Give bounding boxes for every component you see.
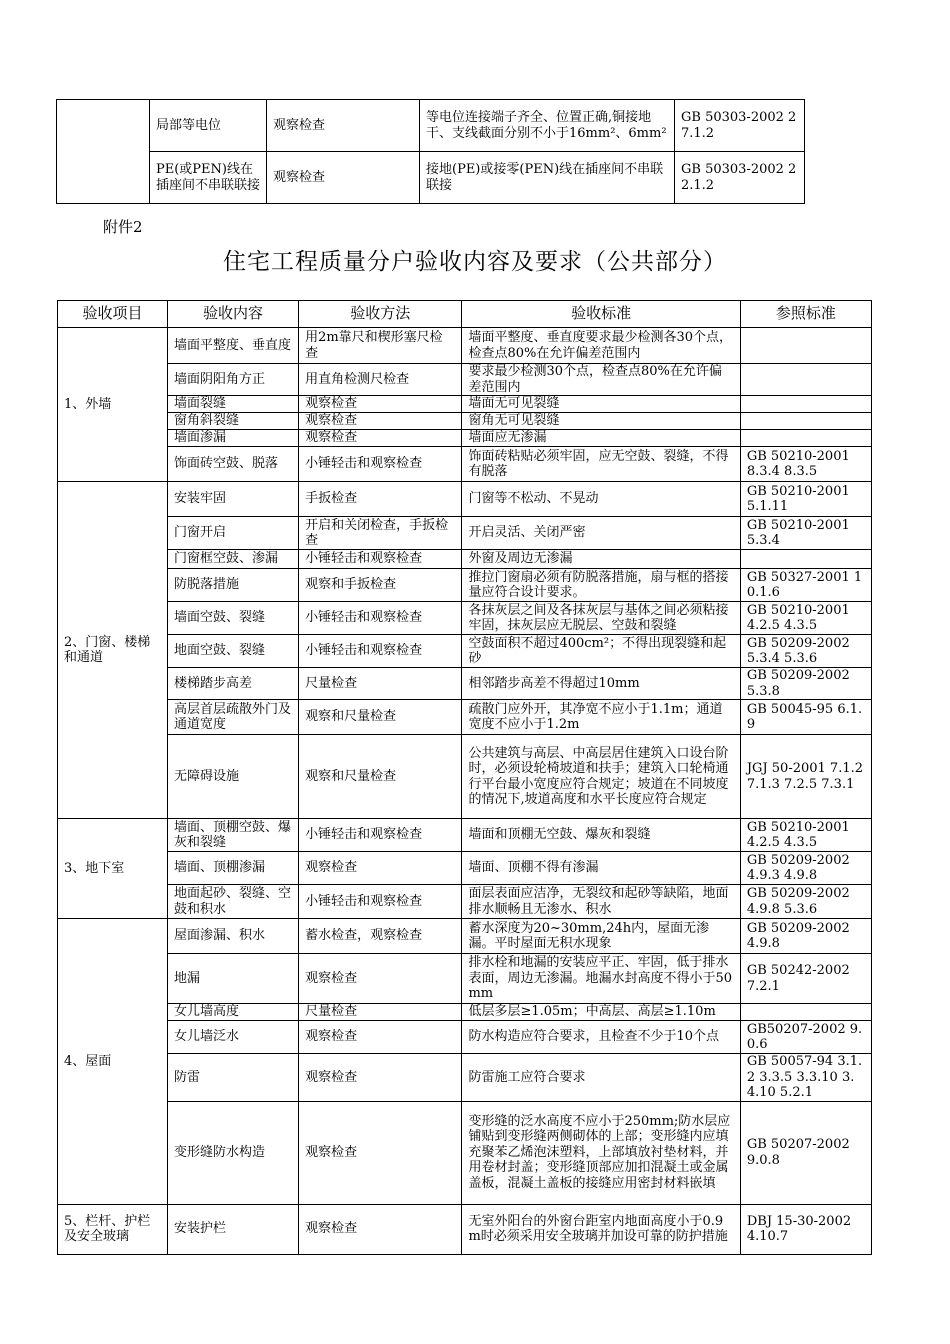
table-cell-method: 观察检查 [299,852,462,885]
category-cell: 3、地下室 [58,819,168,919]
table-cell-method: 用直角检测尺检查 [299,364,462,396]
table-row [58,635,872,668]
table-cell-standard: 外窗及周边无渗漏 [462,550,740,569]
table-cell-standard: 面层表面应洁净，无裂纹和起砂等缺陷，地面排水顺畅且无渗水、积水 [462,885,740,919]
table-cell-standard: 变形缝的泛水高度不应小于250mm;防水层应铺贴到变形缝两侧砌体的上部；变形缝内应填充聚苯乙烯泡沫塑料，上部填放衬垫材料，并用卷材封盖；变形缝顶部应加扣混凝土或金属盖板，混凝土盖板的接缝应用密封材料嵌填 [462,1101,740,1204]
table-cell-method: 观察检查 [299,396,462,413]
table-cell-standard: 相邻踏步高差不得超过10mm [462,668,740,700]
table-row [58,1101,872,1204]
table-cell-content: 门窗框空鼓、渗漏 [167,550,298,569]
table-cell-ref [740,413,871,430]
table-header-row [58,301,872,328]
table-row [58,396,872,413]
table-cell-method: 手扳检查 [299,482,462,517]
table-cell-method: 观察检查 [299,413,462,430]
table-cell-standard: 防雷施工应符合要求 [462,1054,740,1102]
table-cell-content: 安装护栏 [167,1204,298,1254]
table-cell-method: 观察和尺量检查 [299,700,462,735]
table-cell-method: 用2m靠尺和楔形塞尺检查 [299,328,462,364]
table-cell: GB 50303-2002 22.1.2 [675,152,805,204]
table-cell-method: 观察和尺量检查 [299,735,462,819]
table-cell: 局部等电位 [150,100,267,152]
table-cell-ref: GB 50327-2001 10.1.6 [740,569,871,602]
table-cell-method: 观察检查 [299,1054,462,1102]
table-cell-method: 蓄水检查，观察检查 [299,919,462,954]
table-cell-standard: 墙面、顶棚不得有渗漏 [462,852,740,885]
table-cell: GB 50303-2002 27.1.2 [675,100,805,152]
table-row [58,1054,872,1102]
table-cell-standard: 空鼓面积不超过400cm²；不得出现裂缝和起砂 [462,635,740,668]
table-cell-method: 尺量检查 [299,668,462,700]
table-cell-standard: 墙面和顶棚无空鼓、爆灰和裂缝 [462,819,740,852]
table-row [58,919,872,954]
table-row [58,550,872,569]
table-cell-ref: GB 50210-2001 8.3.4 8.3.5 [740,447,871,482]
table-cell-ref [740,364,871,396]
table-cell-content: 女儿墙泛水 [167,1021,298,1054]
table-row [57,152,805,204]
table-cell-method: 小锤轻击和观察检查 [299,885,462,919]
table-cell-standard: 窗角无可见裂缝 [462,413,740,430]
table-cell-content: 安装牢固 [167,482,298,517]
attachment-label: 附件2 [103,218,143,236]
table-cell-standard: 要求最少检测30个点，检查点80%在允许偏差范围内 [462,364,740,396]
table-cell-method: 观察检查 [299,1204,462,1254]
table-cell-standard: 疏散门应外开，其净宽不应小于1.1m；通道宽度不应小于1.2m [462,700,740,735]
table-cell-content: 墙面、顶棚渗漏 [167,852,298,885]
table-cell-content: 女儿墙高度 [167,1004,298,1021]
table-cell-standard: 各抹灰层之间及各抹灰层与基体之间必须粘接牢固，抹灰层应无脱层、空鼓和裂缝 [462,602,740,635]
table-cell-content: 屋面渗漏、积水 [167,919,298,954]
table-cell-method: 观察检查 [299,430,462,447]
table-cell-ref: GB 50207-2002 9.0.8 [740,1101,871,1204]
table-cell-standard: 墙面应无渗漏 [462,430,740,447]
category-cell: 1、外墙 [58,328,168,482]
main-table [57,300,872,1255]
table-row [58,668,872,700]
table-cell-content: 楼梯踏步高差 [167,668,298,700]
table-cell: PE(或PEN)线在插座间不串联联接 [150,152,267,204]
table-row [58,517,872,550]
table-cell-ref: GB 50209-2002 5.3.4 5.3.6 [740,635,871,668]
table-cell-content: 变形缝防水构造 [167,1101,298,1204]
table-cell-content: 墙面裂缝 [167,396,298,413]
table-cell-content: 地面起砂、裂缝、空鼓和积水 [167,885,298,919]
table-cell-standard: 墙面平整度、垂直度要求最少检测各30个点，检查点80%在允许偏差范围内 [462,328,740,364]
table-cell-ref: GB 50210-2001 5.1.11 [740,482,871,517]
table-cell-ref [740,328,871,364]
category-cell: 2、门窗、楼梯和通道 [58,482,168,819]
table-cell-content: 墙面阴阳角方正 [167,364,298,396]
table-cell-method: 观察检查 [299,1101,462,1204]
table-row [57,100,805,152]
column-header: 验收项目 [58,301,168,328]
table-cell-method: 小锤轻击和观察检查 [299,550,462,569]
column-header: 参照标准 [740,301,871,328]
table-cell [57,100,150,204]
table-row [58,482,872,517]
table-cell-standard: 饰面砖粘贴必须牢固，应无空鼓、裂缝，不得有脱落 [462,447,740,482]
table-cell-ref [740,430,871,447]
table-cell-ref: GB 50057-94 3.1.2 3.3.5 3.3.10 3.4.10 5.2.1 [740,1054,871,1102]
table-cell-ref: GB 50209-2002 4.9.8 5.3.6 [740,885,871,919]
table-row [58,430,872,447]
table-cell-content: 饰面砖空鼓、脱落 [167,447,298,482]
table-cell-content: 地面空鼓、裂缝 [167,635,298,668]
table-cell-ref: GB 50242-2002 7.2.1 [740,954,871,1004]
table-cell-ref: GB50207-2002 9.0.6 [740,1021,871,1054]
table-cell-method: 观察检查 [299,954,462,1004]
table-cell-ref: GB 50209-2002 4.9.8 [740,919,871,954]
table-cell-standard: 推拉门窗扇必须有防脱落措施，扇与框的搭接量应符合设计要求。 [462,569,740,602]
table-cell-ref [740,550,871,569]
table-cell-standard: 门窗等不松动、不晃动 [462,482,740,517]
page-title: 住宅工程质量分户验收内容及要求（公共部分） [223,249,727,275]
table-cell-standard: 公共建筑与高层、中高层居住建筑入口设台阶时，必须设轮椅坡道和扶手；建筑入口轮椅通行平台最小宽度应符合规定；坡道在不同坡度的情况下,坡道高度和水平长度应符合规定 [462,735,740,819]
table-cell-content: 窗角斜裂缝 [167,413,298,430]
main-table-body [58,328,872,1255]
table-cell-standard: 防水构造应符合要求，且检查不少于10个点 [462,1021,740,1054]
table-cell-ref: GB 50210-2001 4.2.5 4.3.5 [740,819,871,852]
table-row [58,885,872,919]
table-cell-method: 小锤轻击和观察检查 [299,447,462,482]
table-cell: 接地(PE)或接零(PEN)线在插座间不串联联接 [420,152,675,204]
table-cell-ref: GB 50209-2002 5.3.8 [740,668,871,700]
table-cell-standard: 开启灵活、关闭严密 [462,517,740,550]
top-table [56,99,805,204]
table-cell-method: 小锤轻击和观察检查 [299,819,462,852]
table-cell-content: 无障碍设施 [167,735,298,819]
table-cell-method: 观察检查 [299,1021,462,1054]
table-cell-method: 观察和手扳检查 [299,569,462,602]
table-row [58,735,872,819]
table-cell-standard: 低层多层≥1.05m；中高层、高层≥1.10m [462,1004,740,1021]
table-row [58,569,872,602]
table-cell-method: 小锤轻击和观察检查 [299,635,462,668]
table-cell-content: 门窗开启 [167,517,298,550]
table-row [58,954,872,1004]
table-cell-content: 墙面渗漏 [167,430,298,447]
table-row [58,819,872,852]
table-row [58,1204,872,1254]
table-cell-ref: GB 50210-2001 4.2.5 4.3.5 [740,602,871,635]
table-cell-ref: GB 50210-2001 5.3.4 [740,517,871,550]
table-cell-content: 墙面平整度、垂直度 [167,328,298,364]
table-cell-standard: 墙面无可见裂缝 [462,396,740,413]
table-row [58,1004,872,1021]
table-row [58,364,872,396]
category-cell: 5、栏杆、护栏及安全玻璃 [58,1204,168,1254]
table-cell: 观察检查 [267,100,420,152]
table-cell-ref: GB 50209-2002 4.9.3 4.9.8 [740,852,871,885]
table-row [58,413,872,430]
column-header: 验收内容 [167,301,298,328]
table-cell-method: 小锤轻击和观察检查 [299,602,462,635]
category-cell: 4、屋面 [58,919,168,1205]
table-cell-ref [740,1004,871,1021]
table-cell-content: 墙面空鼓、裂缝 [167,602,298,635]
table-cell-content: 地漏 [167,954,298,1004]
table-cell-content: 高层首层疏散外门及通道宽度 [167,700,298,735]
table-row [58,700,872,735]
table-row [58,1021,872,1054]
table-row [58,852,872,885]
table-cell-standard: 无室外阳台的外窗台距室内地面高度小于0.9m时必须采用安全玻璃并加设可靠的防护措施 [462,1204,740,1254]
table-cell-ref: GB 50045-95 6.1.9 [740,700,871,735]
column-header: 验收方法 [299,301,462,328]
table-cell-method: 尺量检查 [299,1004,462,1021]
table-cell-content: 墙面、顶棚空鼓、爆灰和裂缝 [167,819,298,852]
table-cell-content: 防脱落措施 [167,569,298,602]
table-cell-ref: DBJ 15-30-2002 4.10.7 [740,1204,871,1254]
table-cell: 等电位连接端子齐全、位置正确,铜接地干、支线截面分别不小于16mm²、6mm² [420,100,675,152]
table-cell-standard: 排水栓和地漏的安装应平正、牢固，低于排水表面，周边无渗漏。地漏水封高度不得小于50mm [462,954,740,1004]
table-cell-standard: 蓄水深度为20~30mm,24h内，屋面无渗漏。平时屋面无积水现象 [462,919,740,954]
table-cell: 观察检查 [267,152,420,204]
table-cell-ref [740,396,871,413]
column-header: 验收标准 [462,301,740,328]
table-row [58,328,872,364]
table-cell-ref: JGJ 50-2001 7.1.2 7.1.3 7.2.5 7.3.1 [740,735,871,819]
table-row [58,602,872,635]
table-cell-method: 开启和关闭检查，手扳检查 [299,517,462,550]
table-cell-content: 防雷 [167,1054,298,1102]
table-row [58,447,872,482]
